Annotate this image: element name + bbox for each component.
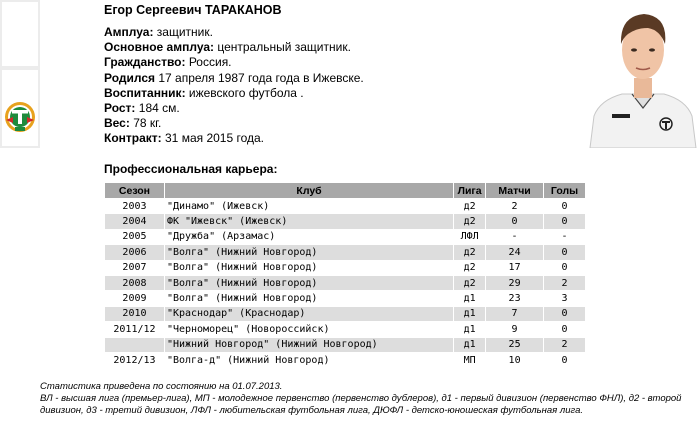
player-name: Егор Сергеевич ТАРАКАНОВ	[104, 3, 282, 17]
stat-date-note: Статистика приведена по состоянию на 01.07.2013.	[40, 381, 283, 392]
career-header-row	[105, 183, 586, 199]
season-cell: 2006	[105, 245, 165, 260]
goals-cell: 0	[544, 199, 586, 214]
matches-cell: 25	[486, 337, 544, 352]
season-cell: 2003	[105, 199, 165, 214]
table-row	[105, 352, 586, 367]
info-value: Россия.	[185, 55, 232, 70]
club-cell: "Краснодар" (Краснодар)	[164, 306, 453, 321]
club-cell: "Волга" (Нижний Новгород)	[164, 275, 453, 290]
league-cell: д1	[454, 306, 486, 321]
info-value: ижевского футбола .	[185, 85, 304, 100]
info-row-height	[104, 101, 404, 116]
logo-column	[0, 0, 40, 148]
goals-cell: 0	[544, 306, 586, 321]
info-label: Воспитанник:	[104, 85, 186, 100]
league-cell: д1	[454, 291, 486, 306]
season-cell: 2011/12	[105, 322, 165, 337]
matches-cell: 29	[486, 275, 544, 290]
info-value: 78 кг.	[129, 116, 162, 131]
matches-cell: 10	[486, 352, 544, 367]
matches-cell: 24	[486, 245, 544, 260]
blank-logo-placeholder	[2, 2, 38, 66]
league-cell: д2	[454, 275, 486, 290]
season-cell: 2010	[105, 306, 165, 321]
table-row	[105, 199, 586, 214]
info-label: Контракт:	[104, 131, 162, 146]
col-club: Клуб	[164, 183, 453, 199]
footnotes	[40, 381, 690, 417]
season-cell: 2007	[105, 260, 165, 275]
table-row	[105, 337, 586, 352]
club-cell: "Волга-д" (Нижний Новгород)	[164, 352, 453, 367]
goals-cell: 0	[544, 214, 586, 229]
career-title: Профессиональная карьера:	[104, 162, 278, 176]
season-cell: 2009	[105, 291, 165, 306]
info-label: Гражданство:	[104, 55, 186, 70]
matches-cell: 23	[486, 291, 544, 306]
info-row-born	[104, 71, 404, 86]
season-cell: 2005	[105, 229, 165, 244]
season-cell: 2012/13	[105, 352, 165, 367]
info-label: Амплуа:	[104, 25, 154, 39]
info-row-position	[104, 25, 404, 40]
career-table	[104, 182, 586, 368]
goals-cell: 2	[544, 337, 586, 352]
season-cell	[105, 337, 165, 352]
info-row-contract	[104, 131, 404, 146]
league-cell: д2	[454, 245, 486, 260]
club-cell: "Динамо" (Ижевск)	[164, 199, 453, 214]
table-row	[105, 245, 586, 260]
goals-cell: 0	[544, 352, 586, 367]
goals-cell: 0	[544, 322, 586, 337]
matches-cell: -	[486, 229, 544, 244]
player-info	[104, 25, 404, 147]
goals-cell: -	[544, 229, 586, 244]
info-value: 31 мая 2015 года.	[161, 131, 265, 146]
table-row	[105, 322, 586, 337]
info-value: 17 апреля 1987 года года в Ижевске.	[155, 70, 364, 85]
col-matches: Матчи	[486, 183, 544, 199]
club-cell: ФК "Ижевск" (Ижевск)	[164, 214, 453, 229]
goals-cell: 0	[544, 260, 586, 275]
goals-cell: 3	[544, 291, 586, 306]
info-label: Основное амплуа:	[104, 40, 214, 55]
info-row-youth	[104, 86, 404, 101]
info-row-main-position	[104, 40, 404, 55]
league-cell: ЛФЛ	[454, 229, 486, 244]
info-row-citizenship	[104, 55, 404, 70]
club-logo	[2, 70, 38, 146]
club-cell: "Нижний Новгород" (Нижний Новгород)	[164, 337, 453, 352]
league-cell: д2	[454, 214, 486, 229]
club-cell: "Волга" (Нижний Новгород)	[164, 291, 453, 306]
info-label: Рост:	[104, 101, 136, 116]
info-label: Родился	[104, 70, 156, 85]
info-value: защитник.	[153, 25, 213, 39]
matches-cell: 17	[486, 260, 544, 275]
table-row	[105, 306, 586, 321]
goals-cell: 2	[544, 275, 586, 290]
player-photo	[588, 4, 698, 148]
league-cell: МП	[454, 352, 486, 367]
league-cell: д2	[454, 260, 486, 275]
matches-cell: 7	[486, 306, 544, 321]
matches-cell: 0	[486, 214, 544, 229]
table-row	[105, 229, 586, 244]
league-cell: д1	[454, 322, 486, 337]
col-league: Лига	[454, 183, 486, 199]
season-cell: 2008	[105, 275, 165, 290]
season-cell: 2004	[105, 214, 165, 229]
col-season: Сезон	[105, 183, 165, 199]
table-row	[105, 275, 586, 290]
matches-cell: 2	[486, 199, 544, 214]
info-value: центральный защитник.	[214, 40, 351, 55]
info-label: Вес:	[104, 116, 130, 131]
club-cell: "Черноморец" (Новороссийск)	[164, 322, 453, 337]
col-goals: Голы	[544, 183, 586, 199]
club-cell: "Дружба" (Арзамас)	[164, 229, 453, 244]
table-row	[105, 214, 586, 229]
torpedo-logo-icon	[3, 75, 37, 141]
matches-cell: 9	[486, 322, 544, 337]
league-cell: д1	[454, 337, 486, 352]
info-value: 184 см.	[135, 101, 180, 116]
table-row	[105, 260, 586, 275]
club-cell: "Волга" (Нижний Новгород)	[164, 260, 453, 275]
info-row-weight	[104, 116, 404, 131]
league-legend-note: ВЛ - высшая лига (премьер-лига), МП - молодежное первенство (первенство дублеров), д1 - первый дивизион (первенство ФНЛ), д2 - второй дивизион, д3 - третий дивизион, ЛФЛ - любительская футбольная лига, ДЮФЛ - детско-юношеская футбольная лига.	[40, 393, 682, 416]
league-cell: д2	[454, 199, 486, 214]
goals-cell: 0	[544, 245, 586, 260]
club-cell: "Волга" (Нижний Новгород)	[164, 245, 453, 260]
table-row	[105, 291, 586, 306]
